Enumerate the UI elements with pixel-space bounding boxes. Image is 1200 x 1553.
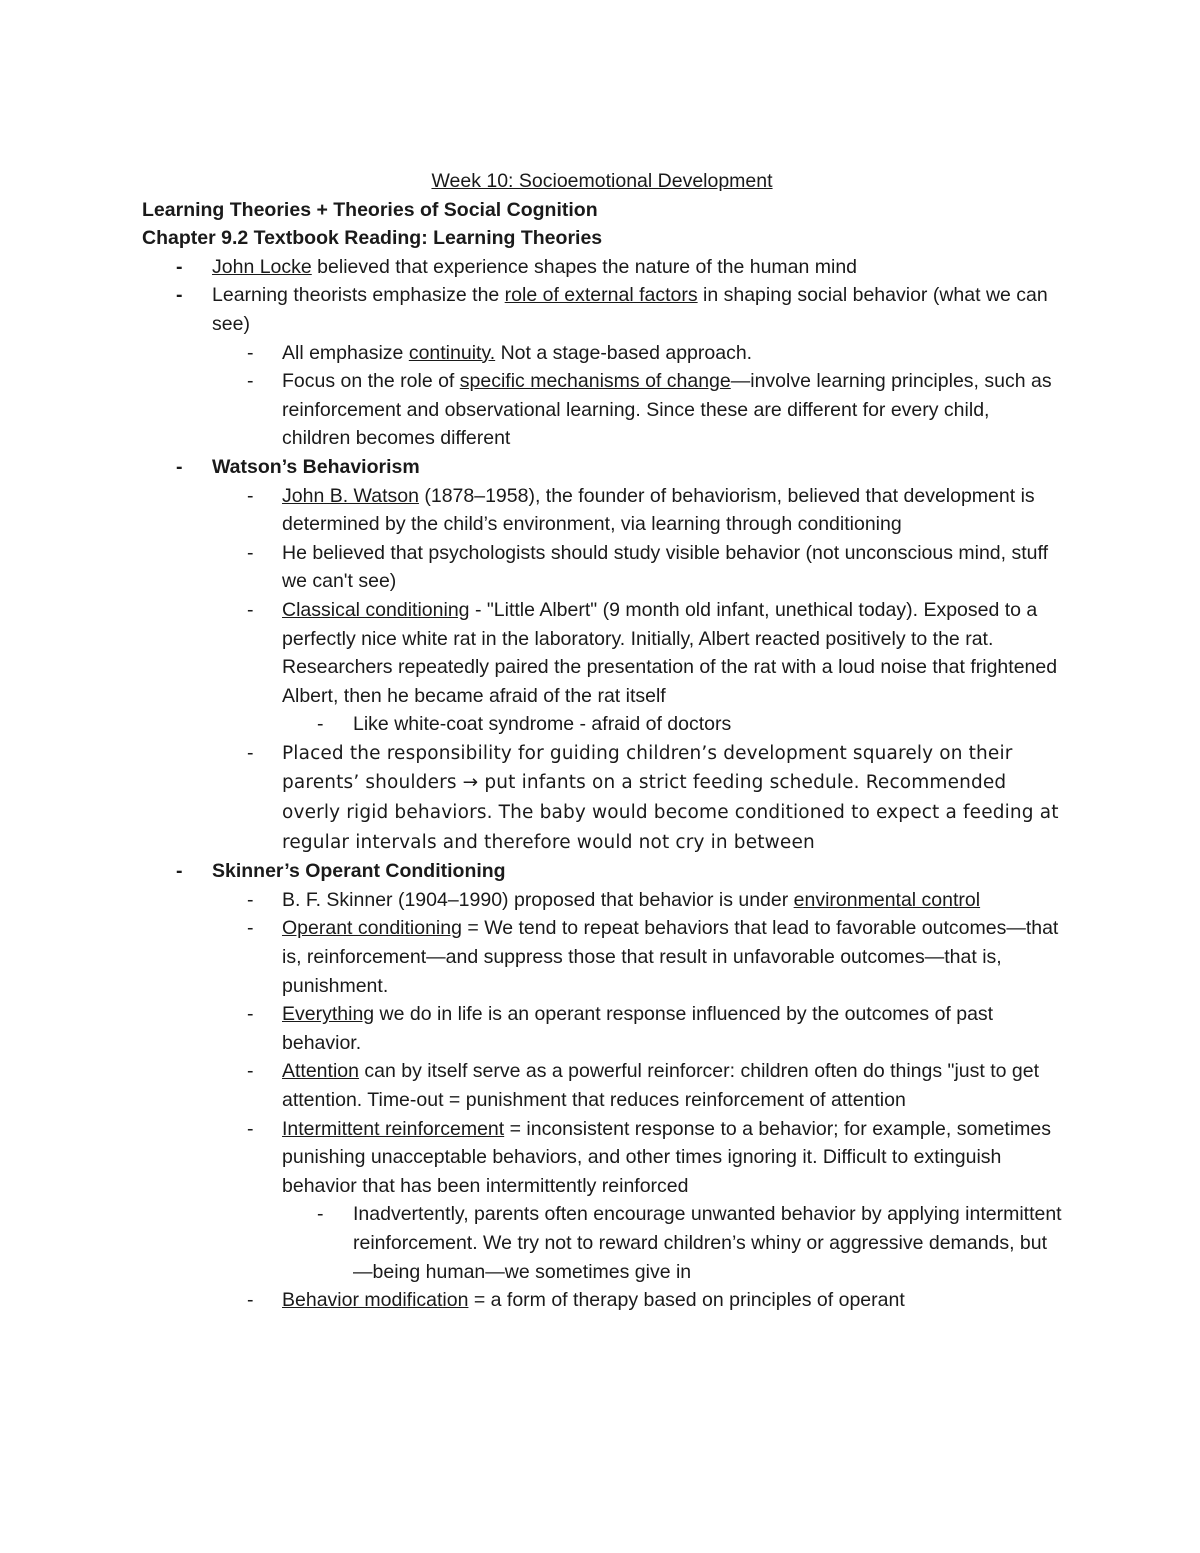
list-item (142, 857, 1062, 886)
underlined-term: specific mechanisms of change (459, 370, 731, 393)
item-text: = a form of therapy based on principles of operant (468, 1289, 905, 1312)
bullet-dash: - (176, 255, 183, 278)
subsection-heading: Skinner’s Operant Conditioning (212, 860, 506, 883)
page-title: Week 10: Socioemotional Development (431, 170, 773, 192)
bullet-dash: - (247, 741, 254, 764)
list-item (142, 1286, 1062, 1315)
list-item (142, 1057, 1062, 1114)
item-text: we do in life is an operant response influenced by the outcomes of past behavior. (282, 1003, 994, 1054)
item-text: He believed that psychologists should study visible behavior (not unconscious mind, stuff we can't see) (282, 541, 1048, 593)
bullet-dash: - (176, 860, 183, 883)
item-text: Learning theorists emphasize the (212, 284, 505, 307)
item-text: - "Little Albert" (9 month old infant, unethical today). Exposed to a perfectly nice white rat in the laboratory. Initially, Albert reacted positively to the rat. Researchers repeatedly paired the presentation of the rat with a loud noise that frightened Albert, then he became afraid of the rat itself (282, 598, 1058, 707)
list-item (142, 914, 1062, 1000)
item-text: Focus on the role of (282, 370, 460, 393)
item-text: = We tend to repeat behaviors that lead to favorable outcomes—that is, reinforcement—and suppress those that result in unfavorable outcomes—that is, punishment. (282, 917, 1059, 997)
list-item (142, 1200, 1062, 1286)
list-item (142, 739, 1062, 857)
list-item (142, 710, 1062, 739)
underlined-term: Behavior modification (282, 1289, 469, 1312)
item-text: Inadvertently, parents often encourage unwanted behavior by applying intermittent reinforcement. We try not to reward children’s whiny or aggressive demands, but—being human—we sometimes give in (353, 1203, 1062, 1283)
bullet-dash: - (247, 598, 254, 621)
item-text: Like white-coat syndrome - afraid of doctors (353, 713, 732, 736)
underlined-term: Intermittent reinforcement (282, 1117, 505, 1140)
list-item (142, 482, 1062, 539)
bullet-dash: - (247, 1289, 254, 1312)
bullet-dash: - (247, 370, 254, 393)
item-text: —involve learning principles, such as reinforcement and observational learning. Since these are different for every child, children becomes different (282, 370, 1052, 450)
underlined-term: Operant conditioning (282, 917, 462, 940)
bullet-dash: - (176, 284, 183, 307)
item-text: = inconsistent response to a behavior; for example, sometimes punishing unacceptable behaviors, and other times ignoring it. Difficult to extinguish behavior that has been intermittently reinforced (282, 1117, 1052, 1197)
list-item (142, 367, 1062, 453)
list-item (142, 253, 1062, 282)
section-heading: Learning Theories + Theories of Social Cognition (142, 198, 598, 221)
list-item (142, 886, 1062, 915)
notes-list (142, 253, 1062, 1315)
item-text: believed that experience shapes the nature of the human mind (311, 255, 858, 278)
document-body (142, 167, 1062, 1315)
bullet-dash: - (247, 1117, 254, 1140)
list-item (142, 339, 1062, 368)
item-text: All emphasize (282, 341, 409, 364)
list-item (142, 281, 1062, 338)
underlined-term: role of external factors (504, 284, 698, 307)
underlined-term: John Locke (212, 255, 312, 278)
bullet-dash: - (247, 484, 254, 507)
underlined-term: continuity. (408, 341, 496, 364)
item-text: B. F. Skinner (1904–1990) proposed that behavior is under (282, 888, 794, 911)
item-text: can by itself serve as a powerful reinforcer: children often do things "just to get attention. Time-out = punishment that reduces reinforcement of attention (282, 1060, 1040, 1111)
bullet-dash: - (247, 1060, 254, 1083)
list-item (142, 1000, 1062, 1057)
item-text: (1878–1958), the founder of behaviorism, believed that development is determined by the child’s environment, via learning through conditioning (282, 484, 1035, 536)
item-text: in shaping social behavior (what we can see) (212, 284, 1048, 335)
underlined-term: environmental control (793, 888, 981, 911)
list-item (142, 596, 1062, 710)
underlined-term: Everything (282, 1003, 375, 1026)
chapter-heading: Chapter 9.2 Textbook Reading: Learning Theories (142, 227, 603, 250)
list-item (142, 539, 1062, 596)
item-text: Placed the responsibility for guiding children’s development squarely on their parents’ shoulders → put infants on a strict feeding schedule. Recommended overly rigid behaviors. The baby would become conditioned to expect a feeding at regular intervals and therefore would not cry in between (282, 742, 1059, 853)
underlined-term: Attention (282, 1060, 359, 1083)
bullet-dash: - (247, 888, 254, 911)
bullet-dash: - (176, 455, 183, 478)
bullet-dash: - (317, 713, 324, 736)
bullet-dash: - (247, 541, 254, 564)
list-item (142, 1115, 1062, 1201)
bullet-dash: - (247, 1003, 254, 1026)
underlined-term: John B. Watson (282, 484, 419, 507)
bullet-dash: - (317, 1203, 324, 1226)
bullet-dash: - (247, 917, 254, 940)
underlined-term: Classical conditioning (282, 598, 470, 621)
list-item (142, 453, 1062, 482)
subsection-heading: Watson’s Behaviorism (212, 455, 420, 478)
bullet-dash: - (247, 341, 254, 364)
item-text: Not a stage-based approach. (495, 341, 753, 364)
